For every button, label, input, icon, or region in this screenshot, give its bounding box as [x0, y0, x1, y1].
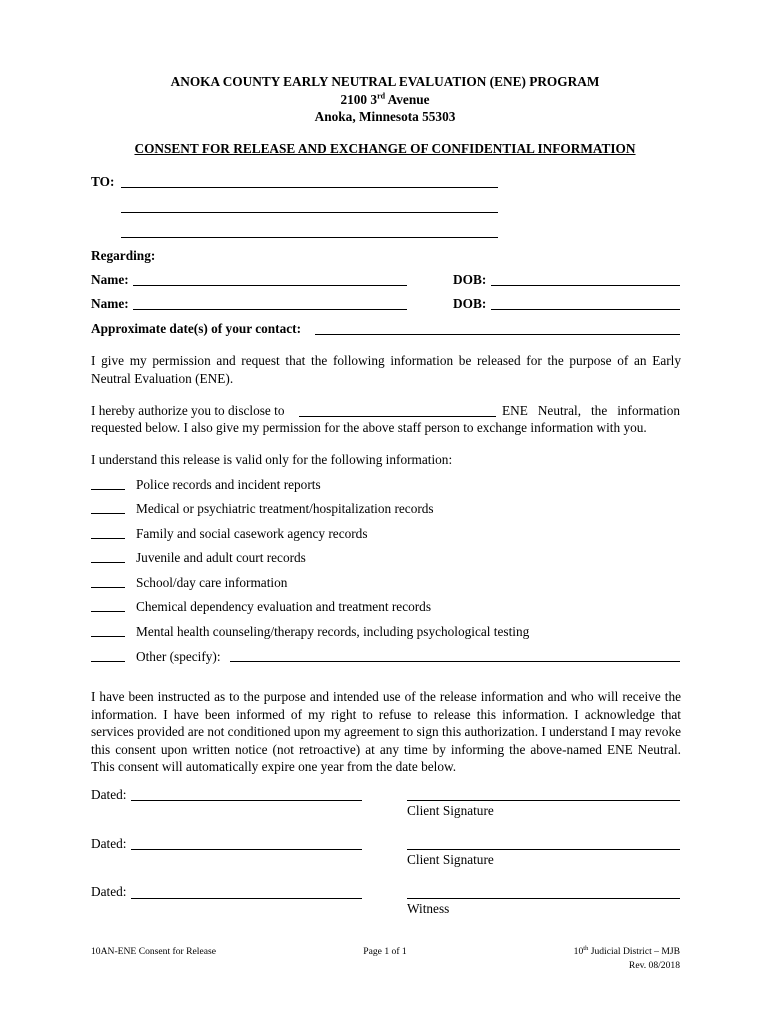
to-line-3[interactable] [121, 237, 498, 238]
signature-label-1: Client Signature [407, 803, 494, 818]
contact-date-label: Approximate date(s) of your contact: [91, 321, 302, 336]
checklist-item: Family and social casework agency records [136, 526, 368, 541]
dob-field-2[interactable] [491, 309, 680, 310]
dob-label-1: DOB: [453, 272, 487, 287]
name-label-2: Name: [91, 296, 129, 311]
street-name: Avenue [385, 92, 430, 107]
street-ordinal: rd [377, 91, 386, 101]
dated-field-1[interactable] [131, 800, 362, 801]
to-line-2[interactable] [121, 212, 498, 213]
district-text: Judicial District – MJB [588, 946, 680, 957]
signature-label-2: Client Signature [407, 852, 494, 867]
address-street [0, 92, 770, 108]
to-line-1[interactable] [121, 187, 498, 188]
check-blank[interactable] [91, 611, 125, 612]
dated-label-2: Dated: [91, 836, 127, 851]
checklist-item: Juvenile and adult court records [136, 550, 306, 565]
dob-label-2: DOB: [453, 296, 487, 311]
checklist-item: Other (specify): [136, 649, 221, 664]
name-field-2[interactable] [133, 309, 407, 310]
footer-form-id: 10AN-ENE Consent for Release [91, 946, 216, 957]
checklist-item: Mental health counseling/therapy records, including psychological testing [136, 624, 530, 639]
footer-district [574, 946, 680, 957]
program-title: ANOKA COUNTY EARLY NEUTRAL EVALUATION (ENE) PROGRAM [170, 74, 600, 89]
authorize-text-b: ENE Neutral, the information [502, 403, 680, 418]
disclose-to-field[interactable] [299, 416, 496, 417]
regarding-label: Regarding: [91, 248, 156, 263]
checklist-item: School/day care information [136, 575, 288, 590]
checklist-item: Chemical dependency evaluation and treatment records [136, 599, 431, 614]
checklist-item: Medical or psychiatric treatment/hospitalization records [136, 501, 434, 516]
contact-date-field[interactable] [315, 334, 680, 335]
check-blank[interactable] [91, 636, 125, 637]
permission-paragraph: I give my permission and request that the following information be released for the purpose of an Early Neutral Evaluation (ENE). [91, 353, 681, 386]
check-blank[interactable] [91, 489, 125, 490]
document-title: CONSENT FOR RELEASE AND EXCHANGE OF CONFIDENTIAL INFORMATION [134, 141, 636, 156]
district-ordinal: th [583, 944, 589, 952]
dated-label-3: Dated: [91, 884, 127, 899]
signature-line-2[interactable] [407, 849, 680, 850]
footer-page-number: Page 1 of 1 [363, 946, 407, 957]
dated-field-2[interactable] [131, 849, 362, 850]
authorize-text-a: I hereby authorize you to disclose to [91, 403, 285, 418]
check-blank[interactable] [91, 587, 125, 588]
dated-label-1: Dated: [91, 787, 127, 802]
signature-line-1[interactable] [407, 800, 680, 801]
name-label-1: Name: [91, 272, 129, 287]
check-blank[interactable] [91, 513, 125, 514]
valid-intro: I understand this release is valid only for the following information: [91, 452, 453, 467]
dated-field-3[interactable] [131, 898, 362, 899]
acknowledgement-paragraph: I have been instructed as to the purpose and intended use of the release information and who will receive the information. I have been informed of my right to refuse to release this information. I acknowledge that services provided are not conditioned upon my agreement to sign this authorization. I understand I may revoke this consent upon written notice (not retroactive) at any time by informing the above-named ENE Neutral. This consent will automatically expire one year from the date below. [91, 689, 681, 774]
authorize-text-c: requested below. I also give my permission for the above staff person to exchange information with you. [91, 420, 647, 435]
name-field-1[interactable] [133, 285, 407, 286]
dob-field-1[interactable] [491, 285, 680, 286]
street-number: 2100 3 [340, 92, 378, 107]
signature-line-3[interactable] [407, 898, 680, 899]
footer-revision: Rev. 08/2018 [628, 960, 680, 971]
check-blank[interactable] [91, 661, 125, 662]
checklist-item: Police records and incident reports [136, 477, 321, 492]
check-blank[interactable] [91, 562, 125, 563]
to-label: TO: [91, 174, 115, 189]
district-number: 10 [573, 946, 584, 957]
witness-label: Witness [407, 901, 450, 916]
check-blank[interactable] [91, 538, 125, 539]
other-specify-field[interactable] [230, 661, 680, 662]
address-city: Anoka, Minnesota 55303 [314, 109, 456, 124]
